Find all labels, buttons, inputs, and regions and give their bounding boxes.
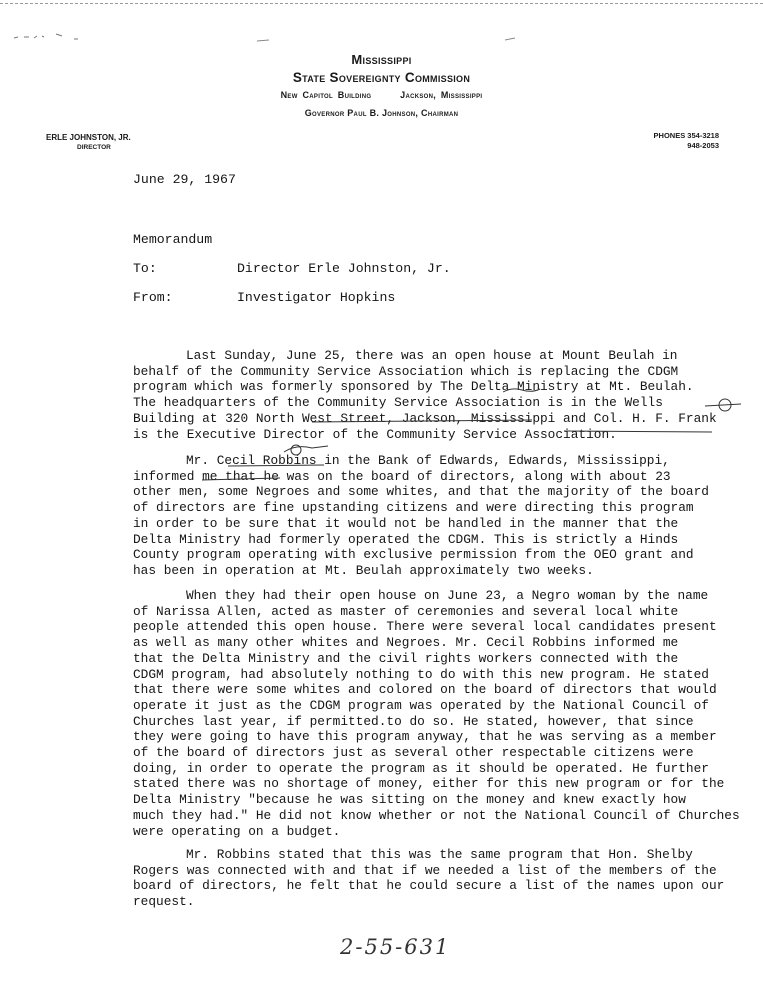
paragraph-line: is the Executive Director of the Community Service Association. [133,426,617,442]
paragraph-line: behalf of the Community Service Association which is replacing the CDGM [133,363,679,379]
paragraph-line: were operating on a budget. [133,823,341,839]
paragraph-line: Last Sunday, June 25, there was an open house at Mount Beulah in [186,348,678,363]
paragraph-line: that the Delta Ministry and the civil rights workers connected with the [133,650,679,666]
paragraph-line: people attended this open house. There were several local candidates present [133,619,717,635]
paragraph-line: doing, in order to operate the program as it should be operated. He further [133,760,709,776]
memo-type: Memorandum [133,232,213,247]
paragraph-line: Rogers was connected with and that if we needed a list of the members of the [133,862,717,878]
paragraph-line: of directors are fine upstanding citizens and were directing this program [133,500,694,516]
paragraph-3 [133,588,743,839]
paragraph-4 [133,847,743,910]
letterhead-address [0,90,763,100]
scan-speck-mark [503,36,523,42]
handwritten-mark [500,386,542,396]
paragraph-line: program which was formerly sponsored by The Delta Ministry at Mt. Beulah. [133,379,694,395]
paragraph-line: Delta Ministry "because he was sitting on the money and knew exactly how [133,792,686,808]
handwritten-circle-mark [703,396,743,414]
letterhead-state: Mississippi [351,52,412,67]
paragraph-line: informed me that he was on the board of directors, along with about 23 [133,468,671,484]
handwritten-file-number: 2-55-631 [340,935,451,959]
paragraph-line: Churches last year, if permitted.to do so. He stated, however, that since [133,713,694,729]
from-value: Investigator Hopkins [237,290,396,305]
director-title: DIRECTOR [77,144,111,151]
director-name: ERLE JOHNSTON, JR. [46,133,131,142]
scan-speck-mark [255,38,275,44]
paragraph-line: Building at 320 North West Street, Jackson, Mississippi and Col. H. F. Frank [133,410,717,426]
handwritten-circle-mark [224,442,334,468]
paragraph-line: other men, some Negroes and some whites, and that the majority of the board [133,484,709,500]
memo-date: June 29, 1967 [133,172,236,187]
paragraph-line: they were going to have this program anyway, that he was serving as a member [133,729,717,745]
paragraph-line: When they had their open house on June 23, a Negro woman by the name [186,588,709,603]
handwritten-underline [310,418,536,426]
paragraph-line: in order to be sure that it would not be handled in the manner that the [133,515,679,531]
paragraph-line: County program operating with exclusive permission from the OEO grant and [133,547,694,563]
letterhead-commission: State Sovereignty Commission [292,70,471,85]
paragraph-line: Delta Ministry had formerly operated the CDGM. This is strictly a Hinds [133,531,679,547]
scan-speck-marks [12,30,82,44]
handwritten-strike [196,474,286,486]
paragraph-line: CDGM program, had absolutely nothing to do with this new program. He stated [133,666,709,682]
paragraph-line: request. [133,894,195,910]
paragraph-line: much they had." He did not know whether or not the National Council of Churches [133,807,740,823]
paragraph-line: operate it just as the CDGM program was operated by the National Council of [133,697,709,713]
paragraph-line: The headquarters of the Community Service Association is in the Wells [133,395,663,411]
paragraph-line: that there were some whites and colored on the board of directors that would [133,682,717,698]
from-label: From: [133,290,173,305]
paragraph-line: stated there was no shortage of money, either for this new program or for the [133,776,725,792]
scan-edge-line [0,3,763,4]
to-label: To: [133,261,157,276]
paragraph-line: of Narissa Allen, acted as master of ceremonies and several local white [133,603,679,619]
paragraph-line: as well as many other whites and Negroes. Mr. Cecil Robbins informed me [133,635,679,651]
paragraph-line: board of directors, he felt that he could secure a list of the names upon our [133,878,725,894]
paragraph-line: of the board of directors just as several other respectable citizens were [133,745,694,761]
to-value: Director Erle Johnston, Jr. [237,261,451,276]
handwritten-underline [562,428,732,436]
phones-line-2: 948-2053 [687,141,719,150]
paragraph-line: Mr. Robbins stated that this was the same program that Hon. Shelby [186,847,693,862]
paragraph-line: has been in operation at Mt. Beulah approximately two weeks. [133,562,594,578]
paragraph-line: Mr. Cecil Robbins in the Bank of Edwards, Edwards, Mississippi, [186,453,670,468]
phones-line-1: PHONES 354-3218 [653,131,719,140]
letterhead-building: New Capitol Building [280,90,372,100]
letterhead-governor: Governor Paul B. Johnson, Chairman [304,108,459,118]
paragraph-2 [133,453,743,579]
letterhead-city: Jackson, Mississippi [400,90,483,100]
